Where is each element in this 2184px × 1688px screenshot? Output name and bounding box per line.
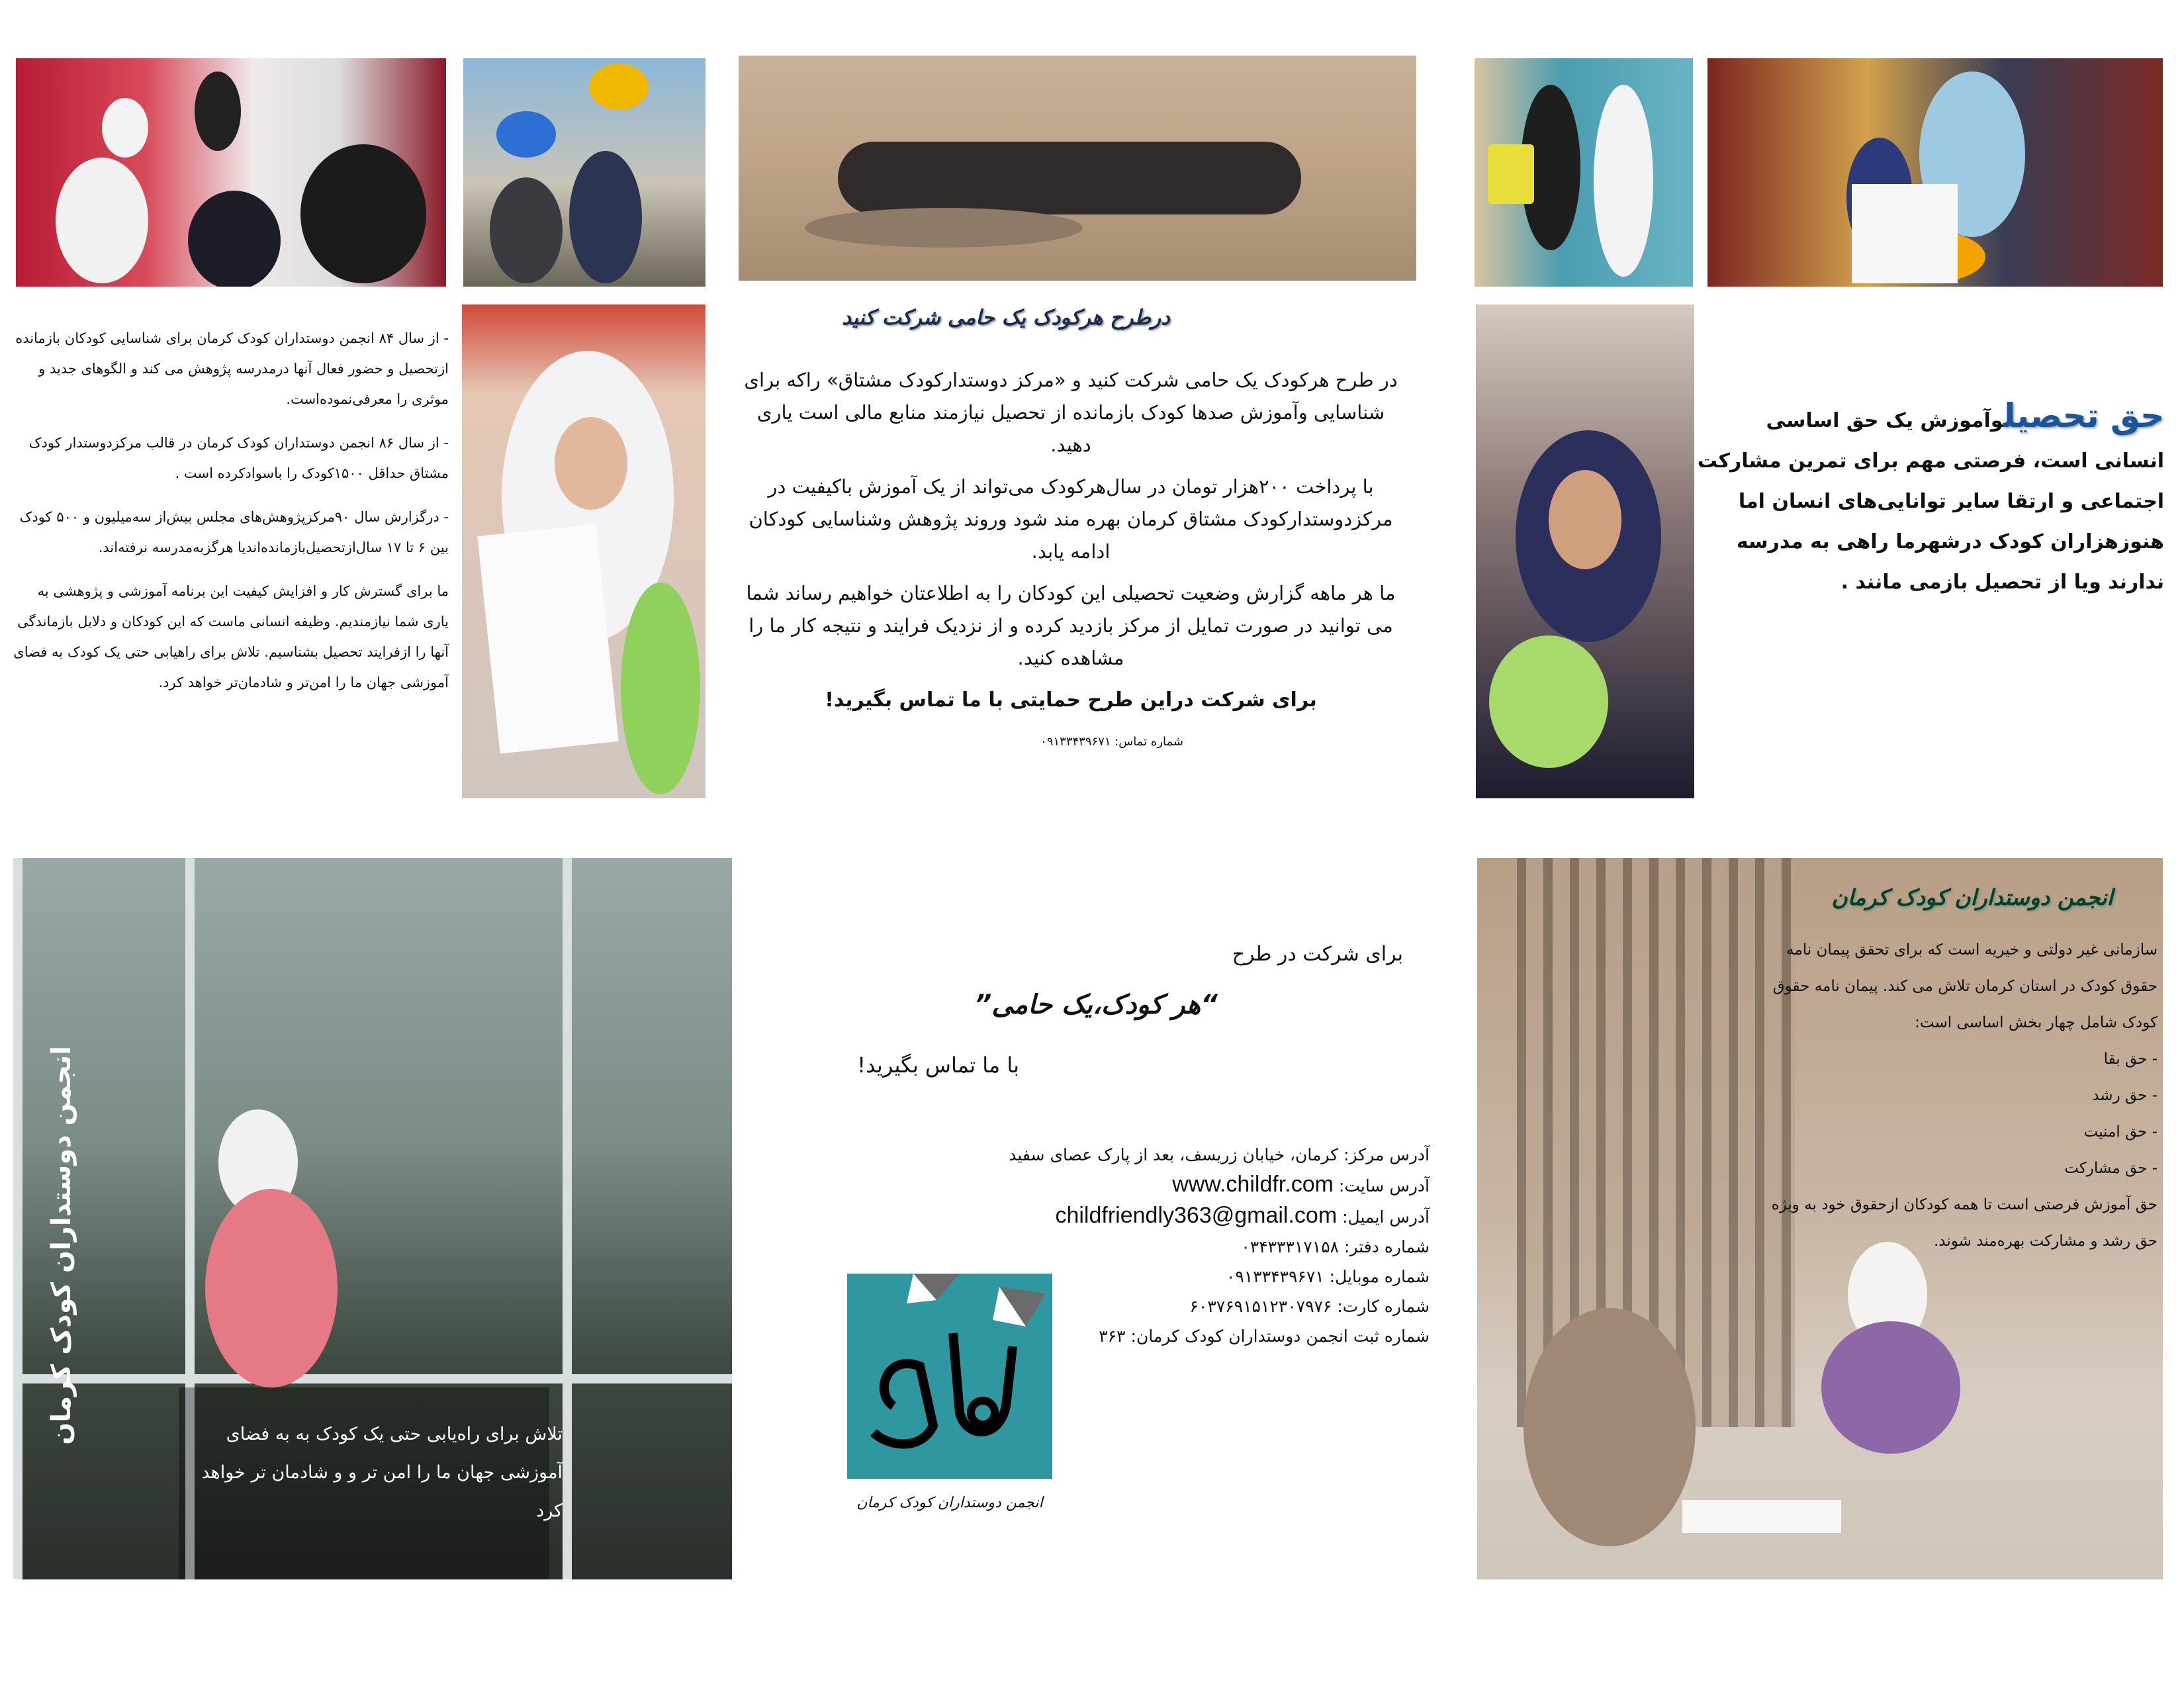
org-list-item: - حق مشارکت (2064, 1160, 2158, 1177)
logo-caption: انجمن دوستداران کودک کرمان (856, 1495, 1043, 1511)
center-call-to-action: برای شرکت دراین طرح حمایتی با ما تماس بگیرید! (825, 688, 1317, 712)
org-list-item: - حق بقا (2103, 1051, 2158, 1068)
right-body: وآموزش یک حق اساسی انسانی است، فرصتی مهم برای تمرین مشارکت اجتماعی و ارتقا سایر توانایی‌های انسان اما هنوزهزاران کودک درشهرما راهی به مدرسه ندارند ویا از تحصیل بازمی مانند . (1697, 409, 2164, 594)
address-line: شماره دفتر: ۰۳۴۳۳۳۱۷۱۵۸ (1241, 1237, 1430, 1256)
girl-holding-paper-photo (1707, 58, 2163, 287)
center-body (740, 364, 1402, 767)
address-line: شماره موبایل: ۰۹۱۳۳۴۳۹۶۷۱ (1226, 1267, 1430, 1286)
address-line: شماره کارت: ۶۰۳۷۶۹۱۵۱۲۳۰۷۹۷۶ (1189, 1297, 1430, 1316)
address-line: آدرس مرکز: کرمان، خیابان زریسف، بعد از پارک عصای سفید (1009, 1145, 1430, 1164)
center-paragraph: با پرداخت ۲۰۰هزار تومان در سال‌هرکودک می‌تواند از یک آموزش باکیفیت در مرکزدوستدارکودک مشتاق کرمان بهره مند شود وروند پژوهش وشناسایی کودکان ادامه یابد. (749, 475, 1393, 563)
photo-overlay-caption: تلاش برای راه‌یابی حتی یک کودک به به فضای آموزشی جهان ما را امن تر و و شادمان تر خواهد کرد (201, 1424, 563, 1521)
org-list-item: - حق امنیت (2083, 1123, 2158, 1141)
vertical-org-label: انجمن دوستداران کودک کرمان (46, 1046, 77, 1445)
org-paragraph: سازمانی غیر دولتی و خیریه است که برای تحقق پیمان نامه حقوق کودک در استان کرمان تلاش می کند. پیمان نامه حقوق کودک شامل چهار بخش اساسی است: (1772, 941, 2158, 1031)
center-paragraph: در طرح هرکودک یک حامی شرکت کنید و «مرکز دوستدارکودک مشتاق» راکه برای شناسایی وآموزش صدها کودک بازمانده از تحصیل نیازمند منابع مالی است یاری دهید. (744, 369, 1398, 456)
campaign-slogan: “هر کودک،یک حامی” (974, 990, 1218, 1020)
left-paragraph: - از سال ۸۴ انجمن دوستداران کودک کرمان برای شناسایی کودکان بازمانده ازتحصیل و حضور فعال آنها درمدرسه پژوهش می کند و الگوهای جدید و موثری را معرفی‌نموده‌است. (15, 330, 449, 407)
center-phone: شماره تماس: ۰۹۱۳۳۴۳۹۶۷۱ (1040, 735, 1183, 749)
contact-call: با ما تماس بگیرید! (857, 1053, 1019, 1078)
org-description (1747, 932, 2158, 1260)
group-children-hill-photo (739, 56, 1416, 281)
center-title: درطرح هرکودک یک حامی شرکت کنید (842, 306, 1170, 330)
org-title: انجمن دوستداران کودک کرمان (1831, 884, 2113, 910)
classroom-photo (16, 58, 446, 287)
address-line: شماره ثبت انجمن دوستداران کودک کرمان: ۳۶۳ (1099, 1327, 1430, 1346)
left-paragraph: - درگزارش سال ۹۰مرکزپژوهش‌های مجلس بیش‌از سه‌میلیون و ۵۰۰ کودک بین ۶ تا ۱۷ سال‌ازتحصیل‌بازمانده‌اندیا هرگزبه‌مدرسه نرفته‌اند. (19, 509, 449, 555)
organization-logo (847, 1274, 1052, 1479)
center-paragraph: ما هر ماهه گزارش وضعیت تحصیلی این کودکان را به اطلاعتان خواهیم رساند شما می توانید در صورت تمایل از مرکز بازدید کرده و از نزدیک فرایند و نتیجه کار ما را مشاهده کنید. (746, 582, 1396, 669)
org-paragraph: حق آموزش فرصتی است تا همه کودکان ازحقوق خود به ویژه حق رشد و مشارکت بهره‌مند شوند. (1771, 1196, 2158, 1250)
girl-with-drawing-photo (462, 305, 705, 798)
website-link[interactable]: www.childfr.com (1172, 1172, 1334, 1197)
right-rights-text (1694, 396, 2164, 602)
hardhat-boys-photo (463, 58, 705, 287)
address-line: آدرس ایمیل: childfriendly363@gmail.com (1055, 1203, 1430, 1228)
left-paragraph: - از سال ۸۶ انجمن دوستداران کودک کرمان در قالب مرکزدوستدار کودک مشتاق حداقل ۱۵۰۰کودک را باسوادکرده است . (28, 435, 449, 481)
girl-with-balloon-photo (1476, 305, 1694, 798)
email-link[interactable]: childfriendly363@gmail.com (1055, 1203, 1338, 1228)
girls-reading-photo (1475, 58, 1693, 287)
right-highlight: حق تحصیل (2003, 397, 2164, 435)
address-line: آدرس سایت: www.childfr.com (1172, 1172, 1430, 1197)
org-list-item: - حق رشد (2092, 1087, 2158, 1104)
contact-heading: برای شرکت در طرح (1232, 943, 1403, 966)
left-paragraph: ما برای گسترش کار و افزایش کیفیت این برنامه آموزشی و پژوهشی به یاری شما نیازمندیم. وظیفه انسانی ماست که این کودکان و دلایل بازماندگی آنها را ازفرایند تحصیل بشناسیم. تلاش برای راهیابی حتی یک کودک به فضای آموزشی جهان ما را امن‌تر و شادمان‌تر خواهد کرد. (13, 583, 449, 690)
left-info-column (12, 323, 449, 711)
